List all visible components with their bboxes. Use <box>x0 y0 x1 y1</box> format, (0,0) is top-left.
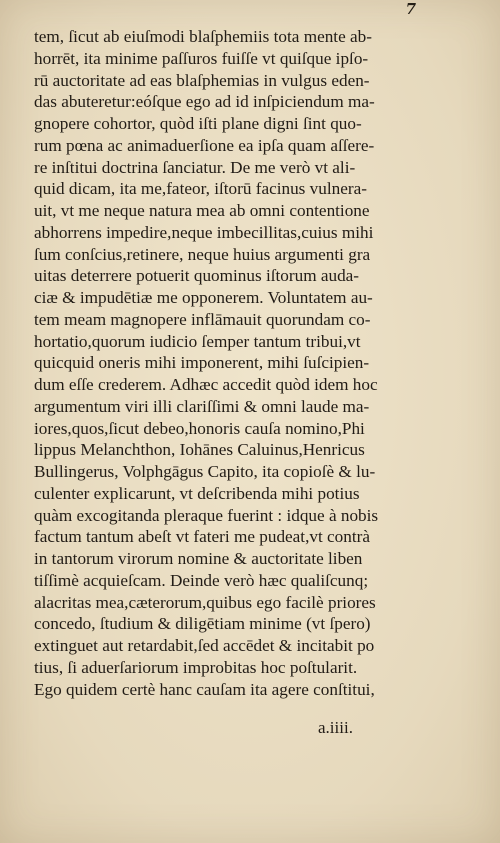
text-line: dum eſſe crederem. Adhæc accedit quòd idem hoc <box>34 375 378 394</box>
text-line: concedo, ſtudium & diligētiam minime (vt ſpero) <box>34 614 371 634</box>
text-line: lippus Melanchthon, Iohānes Caluinus,Henricus <box>34 440 365 460</box>
text-line: Bullingerus, Volphgāgus Capito, ita copioſè & lu- <box>34 462 376 481</box>
text-line: factum tantum abeſt vt fateri me pudeat,vt contrà <box>34 527 370 547</box>
text-line: das abuteretur:eóſque ego ad id inſpiciendum ma- <box>34 92 375 112</box>
text-line: ſum conſcius,retinere, neque huius argumenti gra <box>34 244 371 264</box>
text-line: uitas deterrere potuerit quominus iſtorum auda- <box>34 266 360 286</box>
text-line: alacritas mea,cæterorum,quibus ego facilè priores <box>34 592 376 612</box>
text-line: tiſſimè acquieſcam. Deinde verò hæc qualiſcunq; <box>34 570 369 590</box>
text-line: argumentum viri illi clariſſimi & omni laude ma- <box>34 396 370 416</box>
text-line: horrēt, ita minime paſſuros fuiſſe vt quiſque ipſo- <box>34 48 369 68</box>
text-line: iores,quos,ſicut debeo,honoris cauſa nomino,Phi <box>34 418 365 438</box>
text-line: tem meam magnopere inflāmauit quorundam co- <box>34 309 371 329</box>
text-line: abhorrens impedire,neque imbecillitas,cuius mihi <box>34 222 374 242</box>
text-line: uit, vt me neque natura mea ab omni contentione <box>34 201 370 220</box>
text-line: ciæ & impudētiæ me opponerem. Voluntatem au- <box>34 288 373 307</box>
text-line: rum pœna ac animaduerſione ea ipſa quam aſſere- <box>34 135 375 155</box>
text-line: Ego quidem certè hanc cauſam ita agere conſtitui, <box>34 679 375 699</box>
text-line: extinguet aut retardabit,ſed accēdet & incitabit po <box>34 636 375 655</box>
text-line: hortatio,quorum iudicio ſemper tantum tribui,vt <box>34 331 361 351</box>
text-line: culenter explicarunt, vt deſcribenda mihi potius <box>34 483 360 503</box>
text-line: in tantorum virorum nomine & auctoritate liben <box>34 549 363 568</box>
text-line: quid dicam, ita me,fateor, iſtorū facinus vulnera- <box>34 179 367 199</box>
text-line: rū auctoritate ad eas blaſphemias in vulgus eden- <box>34 70 370 90</box>
text-line: tem, ſicut ab eiuſmodi blaſphemiis tota mente ab- <box>34 27 372 46</box>
signature-mark: a.iiii. <box>318 718 353 737</box>
page-number: 7 <box>405 0 416 18</box>
text-line: quicquid oneris mihi imponerent, mihi ſuſcipien- <box>34 353 370 373</box>
text-line: gnopere cohortor, quòd iſti plane digni ſint quo- <box>34 114 362 133</box>
body-text <box>34 26 438 700</box>
text-line: re inſtitui doctrina ſanciatur. De me verò vt ali- <box>34 157 356 177</box>
text-line: tius, ſi aduerſariorum improbitas hoc poſtularit. <box>34 657 358 677</box>
text-line: quàm excogitanda pleraque fuerint : idque à nobis <box>34 505 379 525</box>
